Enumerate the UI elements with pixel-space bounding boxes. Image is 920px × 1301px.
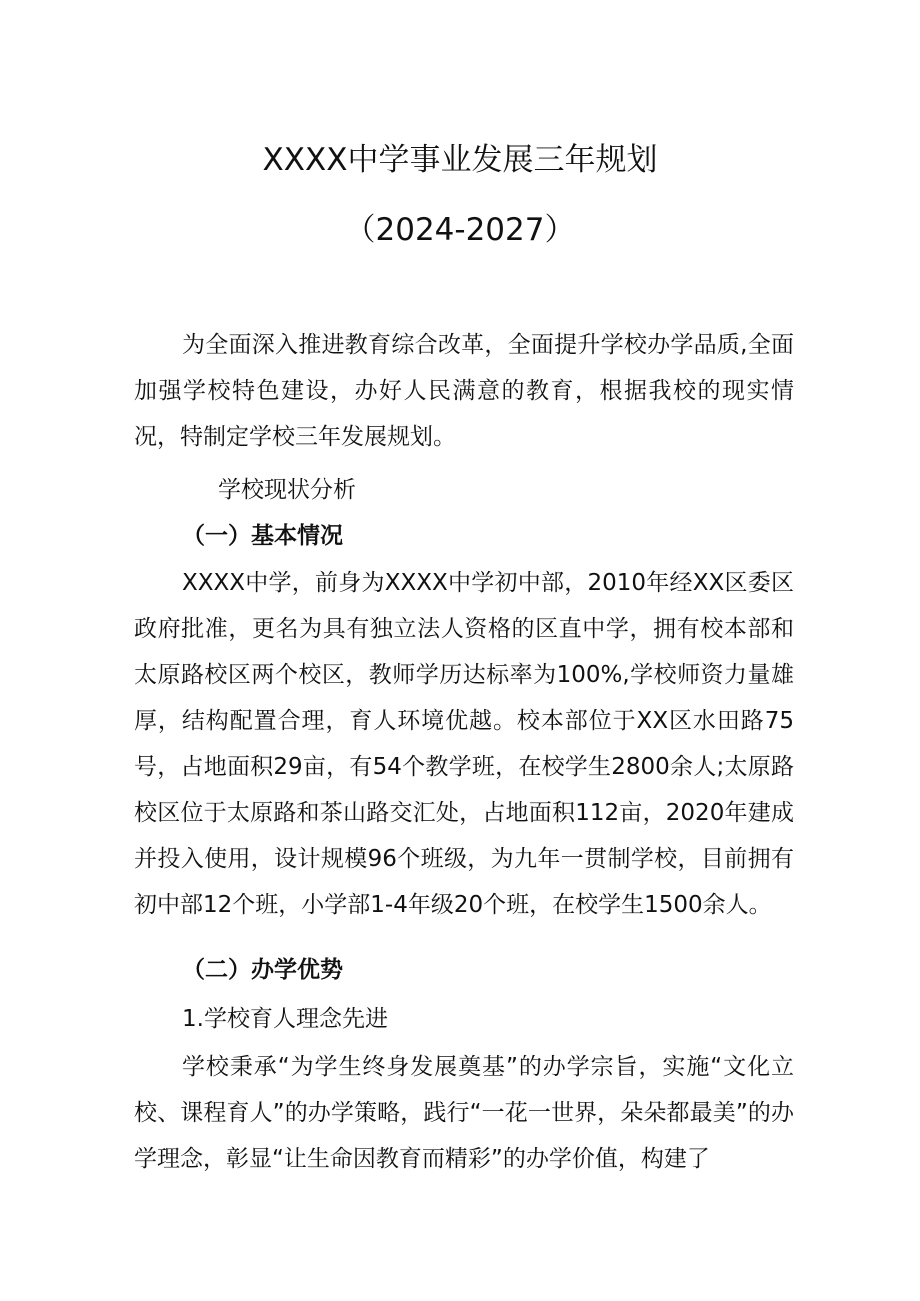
- subsection-basic-heading: （一）基本情况: [182, 523, 343, 549]
- subsection-advantages-heading: （二）办学优势: [182, 957, 343, 983]
- document-title: XXXX中学事业发展三年规划: [262, 142, 658, 178]
- advantage-item-1: 1.学校育人理念先进: [182, 1006, 388, 1032]
- basic-info-paragraph: XXXX中学，前身为XXXX中学初中部，2010年经XX区委区政府批准，更名为具有独立法人资格的区直中学，拥有校本部和太原路校区两个校区，教师学历达标率为100%,学校师资力量雄厚，结构配置合理，育人环境优越。校本部位于XX区水田路75号，占地面积29亩，有54个教学班，在校学生2800余人;太原路校区位于太原路和茶山路交汇处，占地面积112亩，2020年建成并投入使用，设计规模96个班级，为九年一贯制学校，目前拥有初中部12个班，小学部1-4年级20个班，在校学生1500余人。: [134, 570, 794, 918]
- section-heading: 学校现状分析: [218, 477, 356, 503]
- intro-paragraph: 为全面深入推进教育综合改革，全面提升学校办学品质,全面加强学校特色建设，办好人民满意的教育，根据我校的现实情况，特制定学校三年发展规划。: [134, 332, 794, 450]
- plan-period: （2024-2027）: [344, 212, 576, 248]
- philosophy-paragraph: 学校秉承“为学生终身发展奠基”的办学宗旨，实施“文化立校、课程育人”的办学策略，践行“一花一世界，朵朵都最美”的办学理念，彰显“让生命因教育而精彩”的办学价值，构建了: [134, 1054, 794, 1172]
